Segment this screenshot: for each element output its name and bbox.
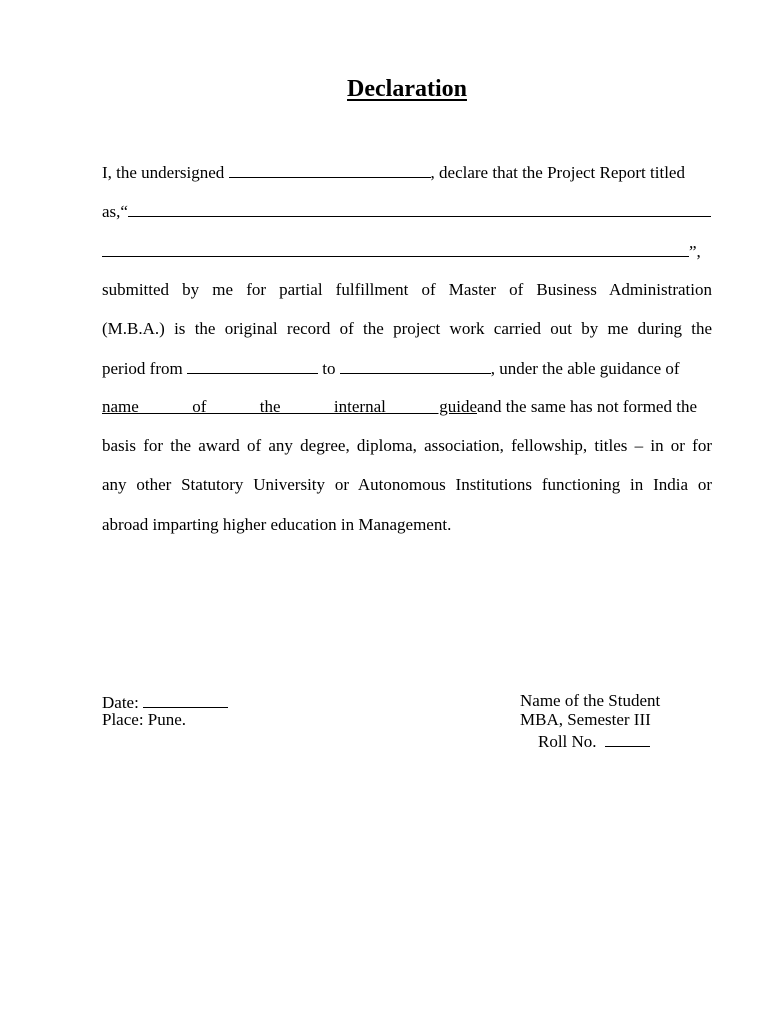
line-abroad: abroad imparting higher education in Management. — [102, 515, 452, 534]
roll-no-blank[interactable] — [605, 730, 650, 747]
line-period — [102, 357, 712, 379]
date-label: Date: — [102, 693, 139, 712]
period-to-blank[interactable] — [340, 357, 491, 374]
period-from-label: period from — [102, 359, 183, 378]
period-from-blank[interactable] — [187, 357, 318, 374]
page-title: Declaration — [347, 76, 467, 102]
date-field — [102, 691, 228, 712]
guidance-text: , under the able guidance of — [490, 359, 680, 378]
student-name-label: Name of the Student — [520, 691, 661, 710]
line-guide — [102, 396, 712, 418]
line-undersigned — [102, 161, 712, 183]
internal-guide-field[interactable]: name of the internal guide — [102, 397, 477, 416]
line-submitted: submitted by me for partial fulfillment of Master of Business Administration — [102, 280, 712, 299]
place-label: Place: Pune. — [102, 710, 187, 729]
date-blank[interactable] — [143, 691, 228, 708]
not-formed-text: and the same has not formed the — [477, 397, 697, 416]
undersigned-label: I, the undersigned — [102, 163, 225, 182]
name-blank[interactable] — [229, 161, 431, 178]
line-title-start — [102, 200, 712, 222]
title-close-quote: ”, — [689, 242, 701, 261]
report-titled-text: , declare that the Project Report titled — [430, 163, 685, 182]
title-open-quote: as,“ — [102, 202, 128, 221]
line-original-record: (M.B.A.) is the original record of the project work carried out by me during the — [102, 319, 712, 338]
program-label: MBA, Semester III — [520, 710, 651, 729]
line-title-end — [102, 240, 712, 262]
period-to-label: to — [322, 359, 336, 378]
roll-no-field — [538, 730, 650, 751]
line-statutory: any other Statutory University or Autonomous Institutions functioning in India or — [102, 475, 712, 494]
project-title-blank-2[interactable] — [102, 240, 689, 257]
roll-no-label: Roll No. — [538, 732, 597, 751]
project-title-blank-1[interactable] — [128, 200, 711, 217]
line-basis: basis for the award of any degree, diploma, association, fellowship, titles – in or for — [102, 436, 712, 455]
